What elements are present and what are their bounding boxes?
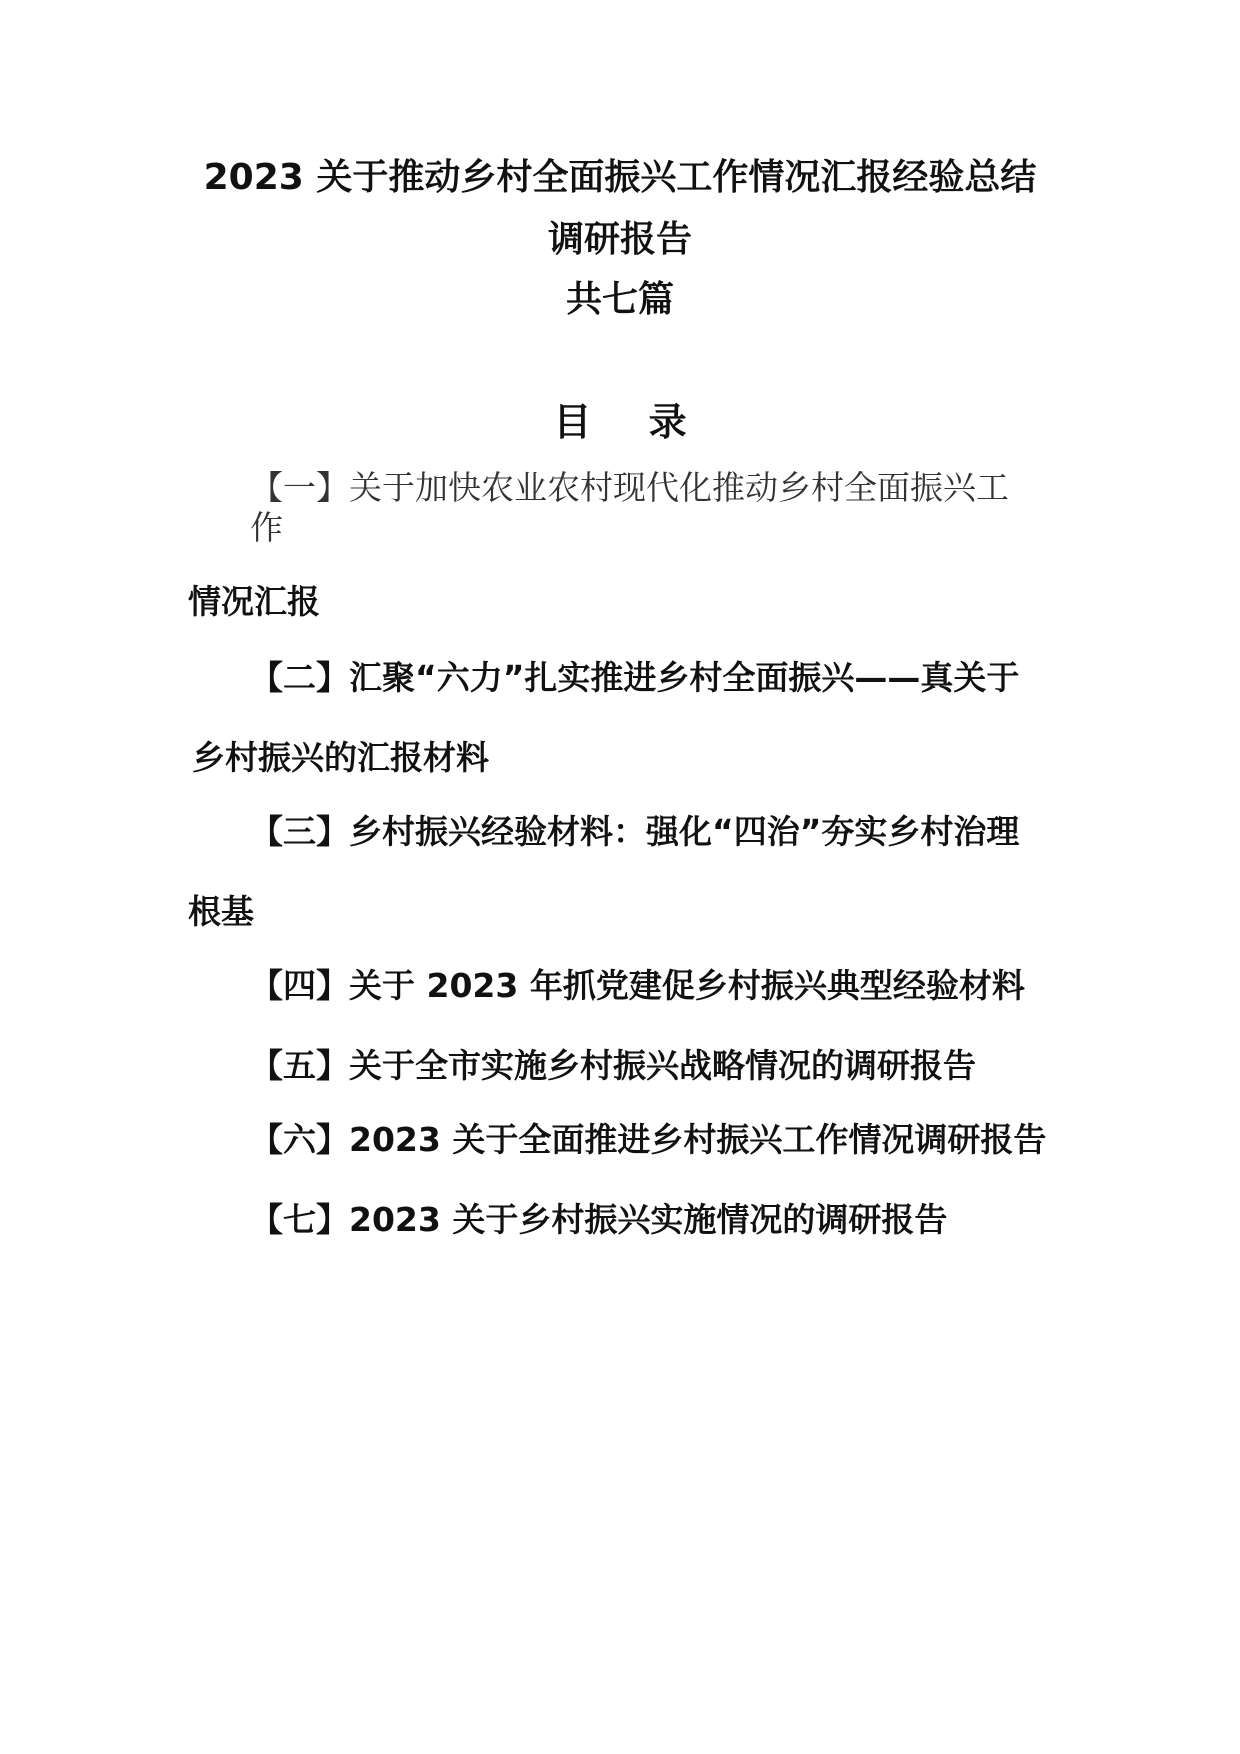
toc-item-5: 【五】关于全市实施乡村振兴战略情况的调研报告 — [250, 1046, 976, 1085]
toc-item-4: 【四】关于 2023 年抓党建促乡村振兴典型经验材料 — [250, 966, 1025, 1005]
toc-item-2-line1: 【二】汇聚“六力”扎实推进乡村全面振兴——真关于 — [250, 658, 1020, 697]
document-title-line1: 2023 关于推动乡村全面振兴工作情况汇报经验总结 — [203, 157, 1037, 198]
document-subtitle-count: 共七篇 — [565, 279, 674, 320]
toc-item-7: 【七】2023 关于乡村振兴实施情况的调研报告 — [250, 1200, 948, 1239]
toc-item-2-line2: 乡村振兴的汇报材料 — [192, 738, 489, 777]
toc-item-1-line1: 【一】关于加快农业农村现代化推动乡村全面振兴工 — [250, 468, 1009, 507]
toc-item-3-line1: 【三】乡村振兴经验材料：强化“四治”夯实乡村治理 — [250, 812, 1020, 851]
toc-item-1-line3: 情况汇报 — [188, 582, 320, 621]
toc-heading: 目 录 — [553, 400, 709, 444]
toc-item-6: 【六】2023 关于全面推进乡村振兴工作情况调研报告 — [250, 1120, 1047, 1159]
document-title-line2: 调研报告 — [547, 219, 692, 260]
toc-item-1-line2: 作 — [250, 508, 283, 547]
toc-item-3-line2: 根基 — [188, 892, 254, 931]
